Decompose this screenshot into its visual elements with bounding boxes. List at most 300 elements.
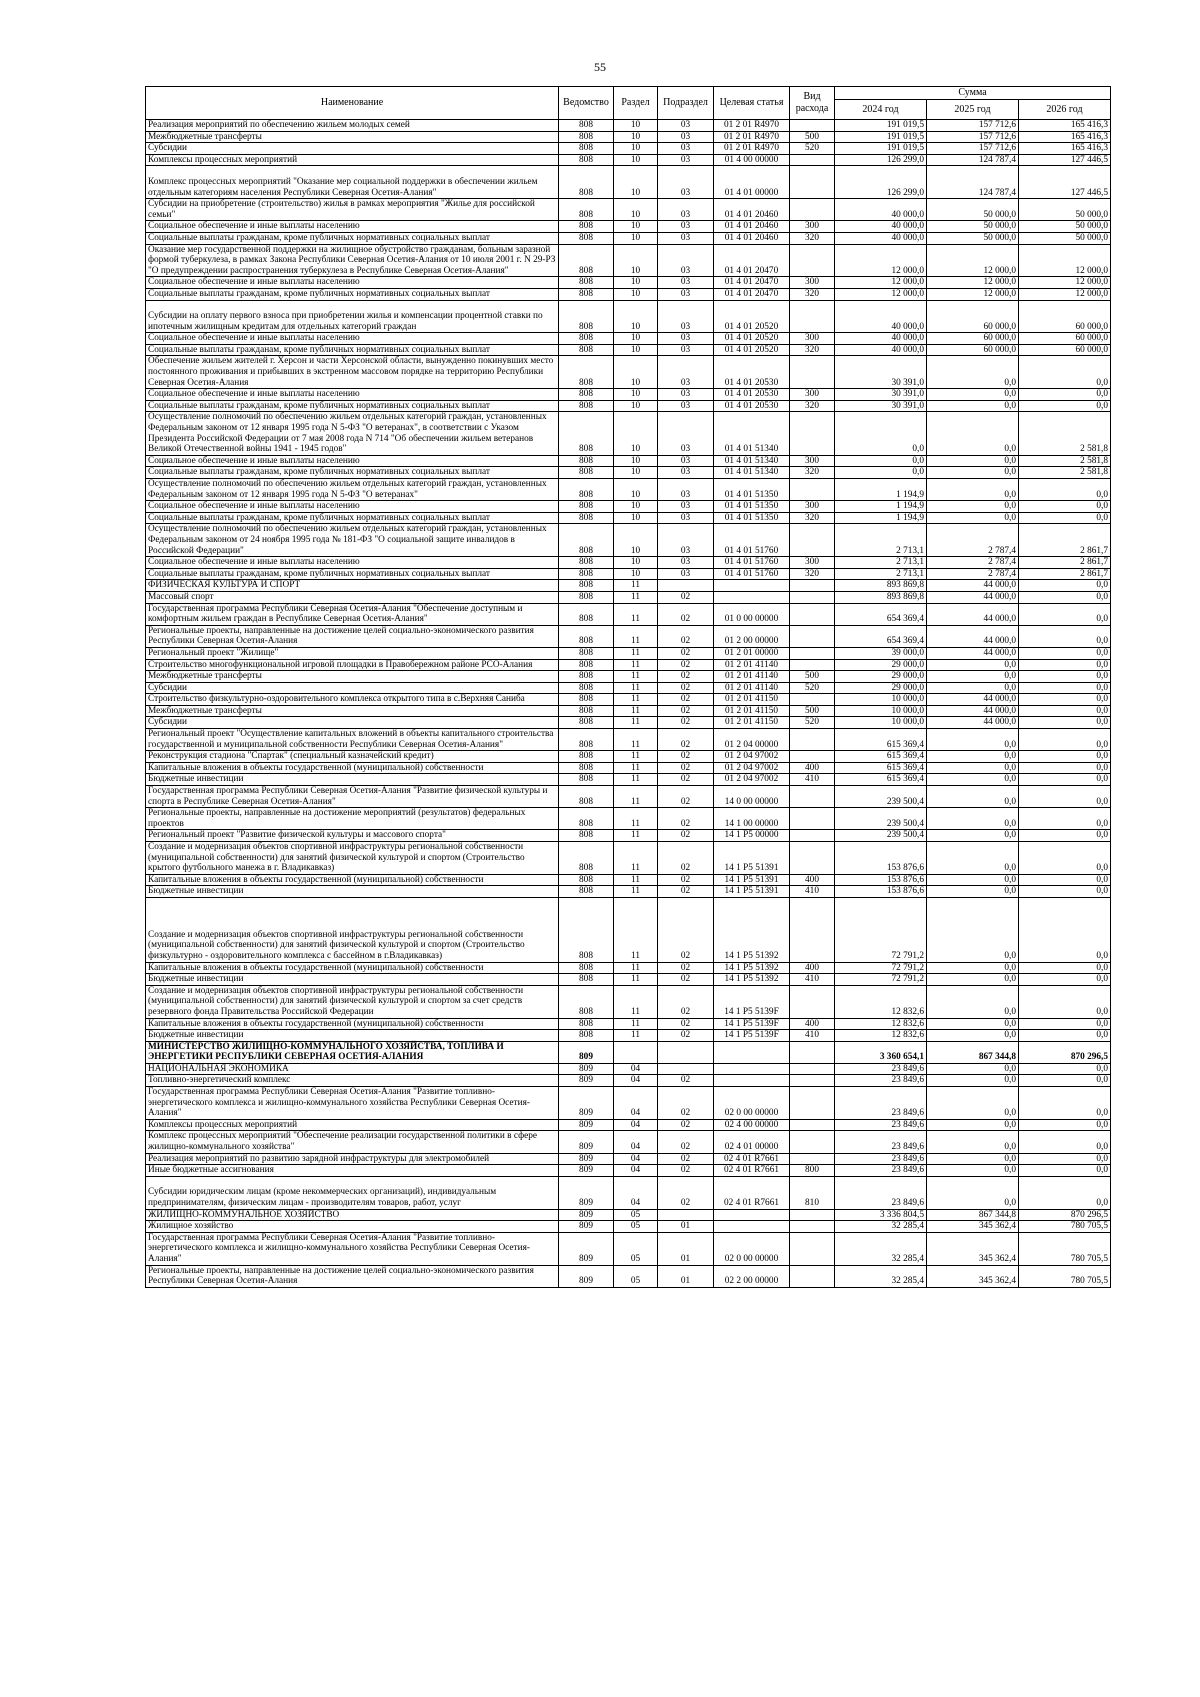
row-subsection: 03 (658, 333, 714, 345)
row-kind (790, 1153, 835, 1165)
row-dept: 808 (559, 694, 614, 706)
row-sum-2026: 0,0 (1019, 897, 1111, 962)
table-row (146, 232, 1111, 244)
row-sum-2025: 0,0 (927, 671, 1019, 683)
row-name: Государственная программа Республики Северная Осетия-Алания "Развитие топливно-энергетического комплекса и жилищно-коммунального хозяйства Республики Северная Осетия-Алания" (146, 1087, 559, 1120)
row-dept: 808 (559, 557, 614, 569)
row-sum-2026: 50 000,0 (1019, 199, 1111, 221)
row-name: Реализация мероприятий по обеспечению жильем молодых семей (146, 120, 559, 132)
row-kind: 400 (790, 1018, 835, 1030)
row-target: 14 1 P5 00000 (714, 830, 790, 842)
row-section: 11 (614, 751, 658, 763)
row-target: 14 1 P5 51392 (714, 962, 790, 974)
row-sum-2024: 40 000,0 (835, 232, 927, 244)
row-dept: 808 (559, 874, 614, 886)
row-dept: 808 (559, 830, 614, 842)
table-row (146, 467, 1111, 479)
row-sum-2024: 30 391,0 (835, 389, 927, 401)
row-kind: 520 (790, 682, 835, 694)
row-kind (790, 1087, 835, 1120)
row-name: Реконструкция стадиона "Спартак" (специальный казначейский кредит) (146, 751, 559, 763)
row-section: 05 (614, 1221, 658, 1233)
row-sum-2026: 2 861,7 (1019, 568, 1111, 580)
table-row (146, 1030, 1111, 1042)
row-sum-2025: 0,0 (927, 1165, 1019, 1177)
row-name: МИНИСТЕРСТВО ЖИЛИЩНО-КОММУНАЛЬНОГО ХОЗЯЙСТВА, ТОПЛИВА И ЭНЕРГЕТИКИ РЕСПУБЛИКИ СЕВЕРНАЯ ОСЕТИЯ-АЛАНИЯ (146, 1041, 559, 1063)
row-section: 10 (614, 356, 658, 389)
row-subsection: 03 (658, 501, 714, 513)
row-dept: 808 (559, 659, 614, 671)
row-dept: 808 (559, 288, 614, 300)
row-target: 14 1 P5 51391 (714, 874, 790, 886)
row-sum-2025: 12 000,0 (927, 288, 1019, 300)
row-subsection: 03 (658, 199, 714, 221)
row-name: Социальное обеспечение и иные выплаты населению (146, 557, 559, 569)
row-kind: 410 (790, 886, 835, 898)
row-section: 10 (614, 300, 658, 333)
table-row (146, 568, 1111, 580)
table-row (146, 751, 1111, 763)
row-kind (790, 524, 835, 557)
row-target: 01 2 01 R4970 (714, 131, 790, 143)
row-name: Социальное обеспечение и иные выплаты населению (146, 333, 559, 345)
row-dept: 808 (559, 786, 614, 808)
row-section: 10 (614, 199, 658, 221)
row-subsection: 02 (658, 1030, 714, 1042)
row-name: Комплексы процессных мероприятий (146, 1119, 559, 1131)
row-name: Осуществление полномочий по обеспечению жильем отдельных категорий граждан, установленных Федеральным законом от 12 января 1995 года N 5-ФЗ "О ветеранах" (146, 479, 559, 501)
row-sum-2024: 615 369,4 (835, 762, 927, 774)
row-sum-2026: 0,0 (1019, 786, 1111, 808)
row-section: 04 (614, 1131, 658, 1153)
row-target: 01 2 01 R4970 (714, 143, 790, 155)
row-sum-2025: 0,0 (927, 762, 1019, 774)
row-section: 04 (614, 1075, 658, 1087)
row-subsection: 02 (658, 985, 714, 1018)
row-kind (790, 1209, 835, 1221)
row-dept: 808 (559, 300, 614, 333)
row-dept: 808 (559, 131, 614, 143)
table-row (146, 199, 1111, 221)
row-subsection: 02 (658, 1165, 714, 1177)
header-kind: Вид расхода (790, 87, 835, 120)
row-sum-2025: 2 787,4 (927, 557, 1019, 569)
row-kind: 300 (790, 389, 835, 401)
row-sum-2024: 3 360 654,1 (835, 1041, 927, 1063)
row-name: Субсидии на оплату первого взноса при приобретении жилья и компенсации процентной ставки по ипотечным жилищным кредитам для отдельных категорий граждан (146, 300, 559, 333)
row-sum-2025: 0,0 (927, 729, 1019, 751)
budget-table (145, 86, 1111, 1288)
row-sum-2024: 893 869,8 (835, 580, 927, 592)
row-sum-2024: 0,0 (835, 467, 927, 479)
row-sum-2024: 40 000,0 (835, 221, 927, 233)
row-section: 04 (614, 1119, 658, 1131)
row-subsection: 03 (658, 356, 714, 389)
row-target: 14 1 P5 51391 (714, 886, 790, 898)
row-section: 04 (614, 1063, 658, 1075)
table-row (146, 1018, 1111, 1030)
row-name: Социальное обеспечение и иные выплаты населению (146, 501, 559, 513)
table-row (146, 412, 1111, 455)
row-sum-2026: 127 446,5 (1019, 154, 1111, 166)
row-subsection: 02 (658, 729, 714, 751)
row-subsection: 03 (658, 300, 714, 333)
row-target: 14 1 P5 51392 (714, 974, 790, 986)
row-section: 10 (614, 288, 658, 300)
row-kind (790, 897, 835, 962)
row-target: 01 4 01 20530 (714, 400, 790, 412)
row-sum-2025: 0,0 (927, 501, 1019, 513)
row-sum-2026: 0,0 (1019, 830, 1111, 842)
row-section: 11 (614, 774, 658, 786)
row-sum-2024: 654 369,4 (835, 603, 927, 625)
row-sum-2026: 0,0 (1019, 1030, 1111, 1042)
row-kind (790, 1041, 835, 1063)
row-target: 01 0 00 00000 (714, 603, 790, 625)
table-row (146, 1075, 1111, 1087)
row-sum-2026: 0,0 (1019, 1165, 1111, 1177)
table-row (146, 479, 1111, 501)
row-name: Бюджетные инвестиции (146, 886, 559, 898)
table-row (146, 603, 1111, 625)
row-sum-2025: 0,0 (927, 1063, 1019, 1075)
row-kind: 320 (790, 288, 835, 300)
table-row (146, 729, 1111, 751)
row-sum-2026: 50 000,0 (1019, 221, 1111, 233)
row-subsection: 02 (658, 874, 714, 886)
row-dept: 809 (559, 1165, 614, 1177)
row-kind: 400 (790, 762, 835, 774)
row-sum-2025: 2 787,4 (927, 568, 1019, 580)
row-sum-2024: 10 000,0 (835, 694, 927, 706)
row-section: 11 (614, 1030, 658, 1042)
row-sum-2024: 1 194,9 (835, 512, 927, 524)
row-dept: 808 (559, 886, 614, 898)
row-sum-2024: 72 791,2 (835, 962, 927, 974)
row-name: Социальное обеспечение и иные выплаты населению (146, 455, 559, 467)
row-section: 10 (614, 244, 658, 277)
row-sum-2026: 870 296,5 (1019, 1041, 1111, 1063)
row-target (714, 1075, 790, 1087)
row-target: 01 4 01 20520 (714, 333, 790, 345)
row-section: 10 (614, 232, 658, 244)
row-target: 01 2 04 97002 (714, 762, 790, 774)
row-subsection: 01 (658, 1232, 714, 1265)
row-target: 01 2 01 41140 (714, 682, 790, 694)
row-name: Иные бюджетные ассигнования (146, 1165, 559, 1177)
header-target: Целевая статья (714, 87, 790, 120)
row-sum-2024: 893 869,8 (835, 591, 927, 603)
row-dept: 808 (559, 479, 614, 501)
table-row (146, 154, 1111, 166)
row-sum-2025: 345 362,4 (927, 1232, 1019, 1265)
row-sum-2025: 44 000,0 (927, 580, 1019, 592)
row-target: 01 4 01 20460 (714, 199, 790, 221)
row-dept: 808 (559, 603, 614, 625)
table-row (146, 501, 1111, 513)
row-sum-2024: 153 876,6 (835, 874, 927, 886)
row-name: Межбюджетные трансферты (146, 671, 559, 683)
row-name: Социальные выплаты гражданам, кроме публичных нормативных социальных выплат (146, 467, 559, 479)
row-target: 01 4 01 20470 (714, 244, 790, 277)
row-subsection: 03 (658, 120, 714, 132)
row-subsection: 02 (658, 786, 714, 808)
row-sum-2025: 0,0 (927, 682, 1019, 694)
row-name: Создание и модернизация объектов спортивной инфраструктуры региональной собственности (муниципальной собственности) для занятий физической культурой и спортом (Строительство крытого футбольного манежа в г. Владикавказ) (146, 842, 559, 875)
row-kind (790, 166, 835, 199)
row-sum-2025: 0,0 (927, 985, 1019, 1018)
row-name: Субсидии юридическим лицам (кроме некоммерческих организаций), индивидуальным предпринимателям, физическим лицам - производителям товаров, работ, услуг (146, 1176, 559, 1209)
row-sum-2026: 0,0 (1019, 842, 1111, 875)
row-target: 01 2 01 41150 (714, 717, 790, 729)
table-row (146, 166, 1111, 199)
table-row (146, 1176, 1111, 1209)
row-dept: 808 (559, 356, 614, 389)
row-subsection (658, 1209, 714, 1221)
row-kind (790, 808, 835, 830)
row-sum-2026: 0,0 (1019, 974, 1111, 986)
row-kind (790, 1221, 835, 1233)
row-dept: 809 (559, 1119, 614, 1131)
table-row (146, 974, 1111, 986)
row-sum-2025: 0,0 (927, 1119, 1019, 1131)
row-sum-2026: 50 000,0 (1019, 232, 1111, 244)
row-dept: 808 (559, 1018, 614, 1030)
row-kind (790, 625, 835, 647)
row-name: Реализация мероприятий по развитию зарядной инфраструктуры для электромобилей (146, 1153, 559, 1165)
row-kind (790, 603, 835, 625)
row-kind: 300 (790, 277, 835, 289)
row-sum-2025: 0,0 (927, 751, 1019, 763)
row-section: 10 (614, 557, 658, 569)
row-subsection: 02 (658, 762, 714, 774)
row-sum-2025: 0,0 (927, 1176, 1019, 1209)
row-subsection: 03 (658, 344, 714, 356)
row-dept: 809 (559, 1209, 614, 1221)
row-sum-2025: 0,0 (927, 1075, 1019, 1087)
row-subsection: 02 (658, 1153, 714, 1165)
row-sum-2024: 0,0 (835, 412, 927, 455)
row-name: Бюджетные инвестиции (146, 774, 559, 786)
row-name: Массовый спорт (146, 591, 559, 603)
row-sum-2025: 0,0 (927, 356, 1019, 389)
row-sum-2024: 1 194,9 (835, 479, 927, 501)
row-subsection: 02 (658, 808, 714, 830)
row-sum-2026: 0,0 (1019, 874, 1111, 886)
row-sum-2024: 23 849,6 (835, 1063, 927, 1075)
row-sum-2026: 0,0 (1019, 774, 1111, 786)
row-target: 02 0 00 00000 (714, 1232, 790, 1265)
row-dept: 808 (559, 221, 614, 233)
row-name: Комплекс процессных мероприятий "Обеспечение реализации государственной политики в сфере жилищно-коммунального хозяйства" (146, 1131, 559, 1153)
row-name: Строительство физкультурно-оздоровительного комплекса открытого типа в с.Верхняя Саниба (146, 694, 559, 706)
row-target: 01 2 01 R4970 (714, 120, 790, 132)
row-sum-2024: 153 876,6 (835, 842, 927, 875)
table-row (146, 874, 1111, 886)
row-section: 11 (614, 985, 658, 1018)
row-sum-2024: 3 336 804,5 (835, 1209, 927, 1221)
row-name: Жилищное хозяйство (146, 1221, 559, 1233)
row-section: 11 (614, 659, 658, 671)
row-subsection: 02 (658, 962, 714, 974)
table-row (146, 131, 1111, 143)
row-sum-2025: 0,0 (927, 974, 1019, 986)
row-dept: 808 (559, 580, 614, 592)
row-target: 01 4 01 20520 (714, 300, 790, 333)
row-section: 04 (614, 1153, 658, 1165)
row-sum-2024: 615 369,4 (835, 751, 927, 763)
row-sum-2026: 0,0 (1019, 659, 1111, 671)
row-subsection (658, 1063, 714, 1075)
row-sum-2024: 126 299,0 (835, 154, 927, 166)
table-row (146, 580, 1111, 592)
row-sum-2025: 157 712,6 (927, 131, 1019, 143)
row-subsection: 03 (658, 131, 714, 143)
row-sum-2024: 23 849,6 (835, 1165, 927, 1177)
row-sum-2026: 0,0 (1019, 580, 1111, 592)
row-sum-2025: 0,0 (927, 659, 1019, 671)
row-subsection: 02 (658, 1075, 714, 1087)
row-section: 11 (614, 694, 658, 706)
row-dept: 808 (559, 671, 614, 683)
row-section: 04 (614, 1165, 658, 1177)
header-sum: Сумма (835, 87, 1111, 100)
row-sum-2025: 0,0 (927, 1018, 1019, 1030)
row-name: Субсидии (146, 682, 559, 694)
row-sum-2026: 12 000,0 (1019, 277, 1111, 289)
row-sum-2024: 2 713,1 (835, 568, 927, 580)
row-section: 10 (614, 166, 658, 199)
table-row (146, 300, 1111, 333)
row-target: 01 4 01 51340 (714, 412, 790, 455)
row-target: 02 4 01 R7661 (714, 1165, 790, 1177)
row-subsection: 03 (658, 568, 714, 580)
row-sum-2026: 0,0 (1019, 985, 1111, 1018)
row-kind: 320 (790, 568, 835, 580)
row-sum-2026: 0,0 (1019, 1176, 1111, 1209)
row-subsection: 02 (658, 897, 714, 962)
table-row (146, 120, 1111, 132)
row-kind: 520 (790, 143, 835, 155)
row-target: 01 4 01 20520 (714, 344, 790, 356)
row-sum-2024: 239 500,4 (835, 786, 927, 808)
row-sum-2026: 0,0 (1019, 389, 1111, 401)
row-name: Субсидии на приобретение (строительство) жилья в рамках мероприятия "Жилье для российской семьи" (146, 199, 559, 221)
row-sum-2026: 0,0 (1019, 603, 1111, 625)
row-kind: 400 (790, 874, 835, 886)
row-section: 10 (614, 455, 658, 467)
row-sum-2024: 153 876,6 (835, 886, 927, 898)
row-section: 11 (614, 897, 658, 962)
row-subsection: 02 (658, 751, 714, 763)
row-kind (790, 1119, 835, 1131)
table-row (146, 1209, 1111, 1221)
row-dept: 808 (559, 682, 614, 694)
row-kind (790, 842, 835, 875)
row-target (714, 1063, 790, 1075)
row-kind: 500 (790, 131, 835, 143)
row-dept: 808 (559, 166, 614, 199)
row-kind: 320 (790, 512, 835, 524)
row-subsection: 03 (658, 244, 714, 277)
row-sum-2026: 60 000,0 (1019, 333, 1111, 345)
row-dept: 808 (559, 143, 614, 155)
row-section: 11 (614, 962, 658, 974)
row-sum-2026: 0,0 (1019, 647, 1111, 659)
table-row (146, 1087, 1111, 1120)
row-section: 11 (614, 830, 658, 842)
row-subsection: 02 (658, 774, 714, 786)
row-sum-2026: 12 000,0 (1019, 244, 1111, 277)
row-name: Государственная программа Республики Северная Осетия-Алания "Развитие физической культуры и спорта в Республике Северная Осетия-Алания" (146, 786, 559, 808)
row-dept: 808 (559, 524, 614, 557)
row-name: Бюджетные инвестиции (146, 1030, 559, 1042)
row-subsection: 02 (658, 717, 714, 729)
row-dept: 809 (559, 1153, 614, 1165)
row-dept: 808 (559, 1030, 614, 1042)
row-subsection: 03 (658, 455, 714, 467)
table-row (146, 886, 1111, 898)
row-section: 11 (614, 1018, 658, 1030)
row-dept: 808 (559, 647, 614, 659)
row-sum-2024: 2 713,1 (835, 524, 927, 557)
row-sum-2025: 44 000,0 (927, 647, 1019, 659)
row-target: 02 0 00 00000 (714, 1087, 790, 1120)
row-dept: 808 (559, 625, 614, 647)
row-sum-2024: 39 000,0 (835, 647, 927, 659)
row-sum-2025: 0,0 (927, 1153, 1019, 1165)
row-kind: 500 (790, 671, 835, 683)
row-dept: 808 (559, 389, 614, 401)
row-name: Капитальные вложения в объекты государственной (муниципальной) собственности (146, 962, 559, 974)
row-dept: 808 (559, 400, 614, 412)
header-2024: 2024 год (835, 100, 927, 120)
table-row (146, 1063, 1111, 1075)
row-sum-2025: 0,0 (927, 512, 1019, 524)
row-kind (790, 1063, 835, 1075)
row-sum-2025: 44 000,0 (927, 603, 1019, 625)
table-row (146, 455, 1111, 467)
row-sum-2024: 12 832,6 (835, 1030, 927, 1042)
row-name: Осуществление полномочий по обеспечению жильем отдельных категорий граждан, установленных Федеральным законом от 24 ноября 1995 года № 181-ФЗ "О социальной защите инвалидов в Российской Федерации" (146, 524, 559, 557)
row-sum-2026: 0,0 (1019, 1087, 1111, 1120)
row-subsection: 02 (658, 659, 714, 671)
row-target: 01 4 01 20530 (714, 389, 790, 401)
row-section: 10 (614, 512, 658, 524)
row-kind: 320 (790, 344, 835, 356)
row-section: 11 (614, 682, 658, 694)
row-subsection: 02 (658, 1131, 714, 1153)
row-name: НАЦИОНАЛЬНАЯ ЭКОНОМИКА (146, 1063, 559, 1075)
row-target: 01 2 04 97002 (714, 751, 790, 763)
row-name: Оказание мер государственной поддержки на жилищное обустройство гражданам, больным заразной формой туберкулеза, в рамках Закона Республики Северная Осетия-Алания от 10 июля 2001 г. N 29-РЗ "О предупреждении распространения туберкулеза в Республике Северная Осетия-Алания" (146, 244, 559, 277)
row-target: 14 1 P5 5139F (714, 1030, 790, 1042)
row-target (714, 1209, 790, 1221)
row-sum-2025: 867 344,8 (927, 1041, 1019, 1063)
row-sum-2025: 44 000,0 (927, 717, 1019, 729)
row-sum-2024: 29 000,0 (835, 682, 927, 694)
row-sum-2025: 157 712,6 (927, 143, 1019, 155)
row-subsection: 02 (658, 1119, 714, 1131)
table-row (146, 705, 1111, 717)
row-target: 02 4 01 R7661 (714, 1153, 790, 1165)
row-subsection: 02 (658, 705, 714, 717)
row-subsection: 03 (658, 412, 714, 455)
row-sum-2026: 165 416,3 (1019, 120, 1111, 132)
table-row (146, 557, 1111, 569)
row-kind (790, 154, 835, 166)
row-dept: 808 (559, 897, 614, 962)
